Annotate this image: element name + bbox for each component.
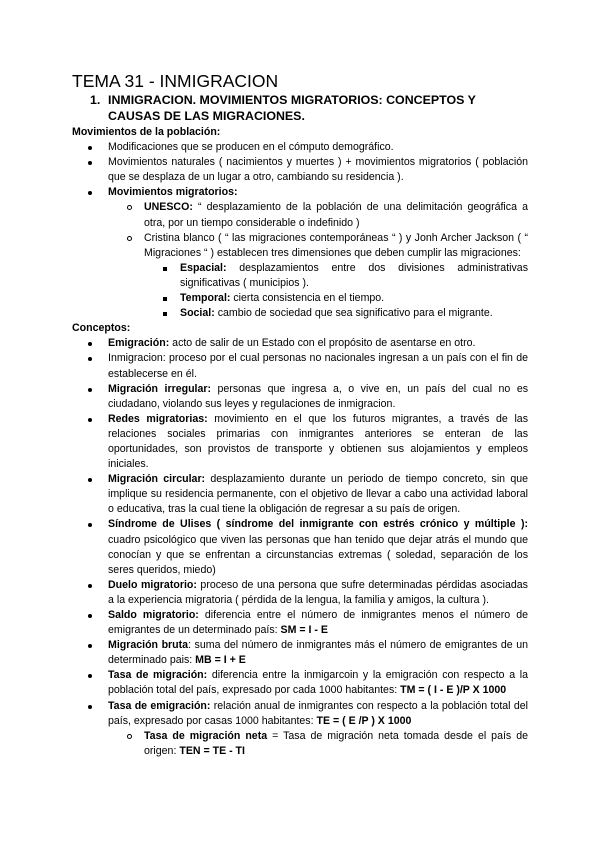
- item-text: desplazamientos entre dos divisiones administrativas significativas ( municipios ).: [180, 261, 528, 289]
- square-bullet-icon: [163, 261, 167, 276]
- list-item: [72, 261, 528, 291]
- bold-term: Duelo migratorio:: [108, 578, 197, 591]
- item-text: diferencia entre el número de inmigrantes menos el número de emigrantes de un determinado país:: [108, 609, 529, 637]
- bold-term: Migración irregular:: [108, 382, 212, 395]
- list-item: [72, 140, 528, 155]
- bold-term: TE = ( E /P ) X 1000: [316, 714, 412, 727]
- item-text: desplazamiento durante un periodo de tiempo concreto, sin que implique su residencia permanente, con el objetivo de llevar a cabo una actividad laboral o educativa, tras la cual tiene la obligación de regresar a su país de origen.: [108, 473, 528, 516]
- heading-text: INMIGRACION. MOVIMIENTOS MIGRATORIOS: CONCEPTOS Y CAUSAS DE LAS MIGRACIONES.: [108, 93, 476, 123]
- item-text: = Tasa de migración neta tomada desde el país de origen:: [144, 729, 528, 757]
- bold-term: Tasa de migración neta: [144, 729, 268, 742]
- bold-term: Migración circular:: [108, 473, 206, 486]
- item-text: “ desplazamiento de la población de una delimitación geográfica a otra, por un tiempo considerable o indefinido ): [144, 201, 528, 229]
- bullet-icon: [88, 578, 92, 593]
- bullet-icon: [88, 608, 92, 623]
- list-item: [72, 472, 528, 517]
- bold-term: Temporal:: [180, 292, 231, 305]
- bold-term: Síndrome de Ulises ( síndrome del inmigrante con estrés crónico y múltiple ):: [108, 518, 528, 531]
- item-text: relación anual de inmigrantes con respecto a la población total del país, expresado por casas 1000 habitantes:: [108, 699, 528, 727]
- bullet-list: [72, 140, 528, 321]
- bold-term: Migración bruta: [108, 639, 189, 652]
- bold-term: Movimientos migratorios:: [108, 186, 238, 199]
- bold-term: Tasa de migración:: [108, 669, 208, 682]
- bold-term: UNESCO:: [144, 201, 193, 214]
- bullet-icon: [88, 140, 92, 155]
- bullet-icon: [88, 699, 92, 714]
- list-item: [72, 699, 528, 729]
- list-item: [72, 578, 528, 608]
- bullet-icon: [88, 382, 92, 397]
- item-text: proceso de una persona que sufre determinadas pérdidas asociadas a la experiencia migratoria ( pérdida de la lengua, la familia y amigos, la cultura ).: [108, 578, 528, 606]
- section-label: Movimientos de la población:: [72, 126, 221, 138]
- list-item: [72, 729, 528, 759]
- list-item: [72, 306, 528, 321]
- item-text: Modificaciones que se producen en el cómputo demográfico.: [108, 141, 394, 154]
- item-text: cuadro psicológico que viven las personas que han tenido que dejar atrás el mundo que conocían y que se enfrentan a circunstancias extremas ( soledad, separación de los seres queridos, miedo): [108, 533, 528, 576]
- item-text: personas que ingresa a, o vive en, un país del cual no es ciudadano, violando sus leyes y regulaciones de inmigracion.: [108, 382, 529, 410]
- section-label: Conceptos:: [72, 322, 131, 335]
- bullet-icon: [88, 351, 92, 366]
- bullet-list: [72, 336, 528, 759]
- item-text: acto de salir de un Estado con el propósito de asentarse en otro.: [169, 337, 476, 350]
- bold-term: SM = I - E: [280, 624, 328, 637]
- list-item: [72, 412, 528, 472]
- list-item: [72, 231, 528, 261]
- bullet-icon: [88, 668, 92, 683]
- list-item: [72, 668, 528, 698]
- list-item: [72, 185, 528, 200]
- item-text: Cristina blanco ( “ las migraciones contemporáneas “ ) y Jonh Archer Jackson ( “ Migraciones “ ) establecen tres dimensiones que deben cumplir las migraciones:: [144, 231, 528, 259]
- item-text: cambio de sociedad que sea significativo para el migrante.: [214, 307, 493, 320]
- bold-term: Social:: [180, 307, 215, 320]
- bullet-icon: [88, 517, 92, 532]
- bold-term: Emigración:: [108, 337, 170, 350]
- list-item: [72, 517, 528, 577]
- document-page: [72, 70, 528, 759]
- bold-term: TEN = TE - TI: [179, 744, 245, 757]
- bullet-icon: [88, 155, 92, 170]
- document-title: TEMA 31 - INMIGRACION: [72, 71, 279, 91]
- bold-term: Redes migratorias:: [108, 412, 208, 425]
- bold-term: Espacial:: [180, 261, 227, 274]
- item-text: Movimientos naturales ( nacimientos y muertes ) + movimientos migratorios ( población que se desplaza de un lugar a otro, cambiando su residencia ).: [108, 156, 528, 184]
- bold-term: TM = ( I - E )/P X 1000: [400, 684, 507, 697]
- list-item: [72, 291, 528, 306]
- item-text: cierta consistencia en el tiempo.: [230, 292, 385, 305]
- document-body: [72, 125, 528, 759]
- list-item: [72, 608, 528, 638]
- list-item: [72, 200, 528, 230]
- list-item: [72, 155, 528, 185]
- bold-term: MB = I + E: [195, 654, 246, 667]
- list-item: [72, 638, 528, 668]
- bold-term: Tasa de emigración:: [108, 699, 211, 712]
- section-heading: [72, 93, 528, 124]
- bold-term: Saldo migratorio:: [108, 609, 199, 621]
- square-bullet-icon: [163, 306, 167, 321]
- bullet-icon: [88, 412, 92, 427]
- circle-bullet-icon: [127, 729, 132, 744]
- square-bullet-icon: [163, 291, 167, 306]
- item-text: Inmigracion: proceso por el cual personas no nacionales ingresan a un país con el fin de establecerse en él.: [108, 352, 528, 380]
- bullet-icon: [88, 185, 92, 200]
- heading-number: 1.: [90, 93, 101, 107]
- bullet-icon: [88, 472, 92, 487]
- list-item: [72, 351, 528, 381]
- item-text: diferencia entre la inmigarcoin y la emigración con respecto a la población total del país, expresado por cada 1000 habitantes:: [108, 669, 528, 697]
- bullet-icon: [88, 638, 92, 653]
- circle-bullet-icon: [127, 200, 132, 215]
- item-text: : suma del número de inmigrantes más el número de emigrantes de un determinado pais:: [108, 639, 528, 667]
- list-item: [72, 382, 528, 412]
- list-item: [72, 336, 528, 351]
- bullet-icon: [88, 336, 92, 351]
- circle-bullet-icon: [127, 231, 132, 246]
- item-text: movimiento en el que los futuros migrantes, a través de las relaciones sociales primarias con inmigrantes anteriores se enteran de las oportunidades, son provistos de transporte y obtienen sus alojamientos y empleos iniciales.: [108, 412, 529, 471]
